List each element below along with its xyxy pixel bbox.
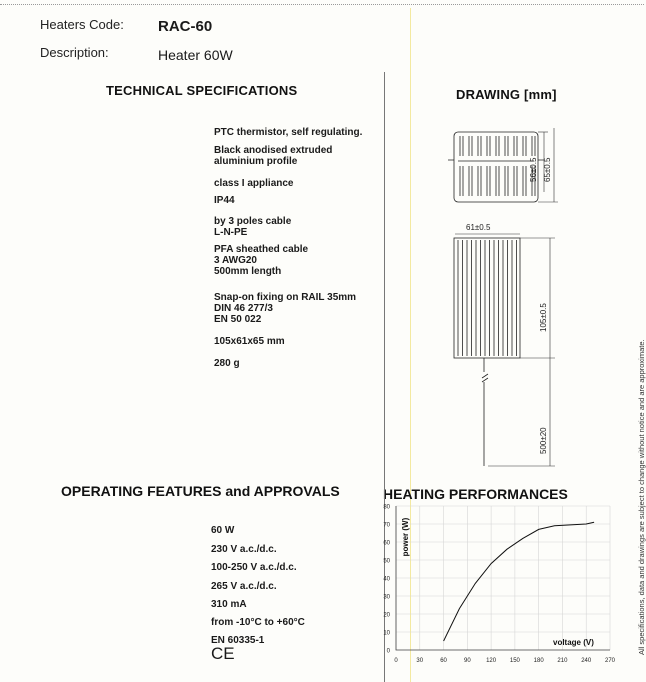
- spec-value: [214, 336, 384, 347]
- y-tick-label: 40: [383, 576, 390, 583]
- technical-specifications-title: TECHNICAL SPECIFICATIONS: [106, 83, 298, 98]
- y-axis-label: power (W): [401, 517, 410, 557]
- spec-value: [214, 358, 384, 369]
- x-tick-label: 150: [509, 658, 520, 664]
- operating-value: 265 V a.c./d.c.: [211, 581, 277, 592]
- spec-value: [214, 292, 384, 325]
- spec-value-line: class I appliance: [214, 178, 294, 189]
- spec-value-line: 500mm length: [214, 266, 282, 277]
- spec-value-line: 105x61x65 mm: [214, 336, 285, 347]
- heating-performances-title: HEATING PERFORMANCES: [383, 486, 568, 502]
- operating-value: 230 V a.c./d.c.: [211, 544, 277, 555]
- ce-mark: CE: [211, 644, 235, 663]
- spec-value-line: aluminium profile: [214, 156, 298, 167]
- x-axis-label: voltage (V): [553, 638, 594, 647]
- x-tick-label: 120: [486, 658, 497, 664]
- side-disclaimer: All specifications, data and drawings are subject to change without notice and are approximate.: [637, 339, 646, 655]
- spec-value-line: by 3 poles cable: [214, 216, 292, 227]
- x-tick-label: 270: [604, 658, 616, 664]
- x-tick-label: 30: [416, 658, 424, 664]
- heating-performance-chart: [360, 500, 644, 682]
- spec-value: [214, 216, 384, 238]
- power-curve-line: [444, 522, 594, 641]
- spec-value: [214, 195, 384, 206]
- y-tick-label: 50: [383, 558, 390, 565]
- dim-61: 61±0.5: [466, 223, 491, 232]
- spec-value-line: L-N-PE: [214, 227, 248, 238]
- x-tick-label: 60: [440, 658, 447, 664]
- spec-value-line: IP44: [214, 195, 235, 206]
- operating-value: 60 W: [211, 525, 235, 536]
- dim-56: 56±0.5: [529, 157, 538, 182]
- y-tick-label: 20: [383, 612, 390, 619]
- drawing-title: DRAWING [mm]: [456, 87, 557, 102]
- spec-value-line: Black anodised extruded: [214, 145, 333, 156]
- spec-value-line: 280 g: [214, 358, 240, 369]
- spec-value: [214, 127, 384, 138]
- operating-value: EN 60335-1: [211, 635, 265, 646]
- heaters-code-label: Heaters Code:: [40, 17, 124, 32]
- spec-value-line: Snap-on fixing on RAIL 35mm: [214, 292, 357, 303]
- x-tick-label: 240: [581, 658, 592, 664]
- chart-grid: [396, 506, 610, 650]
- operating-value: from -10°C to +60°C: [211, 617, 305, 628]
- spec-value-line: EN 50 022: [214, 314, 262, 325]
- spec-value: [214, 244, 384, 277]
- x-tick-label: 180: [533, 658, 544, 664]
- spec-value-line: DIN 46 277/3: [214, 303, 273, 314]
- operating-value: 100-250 V a.c./d.c.: [211, 562, 297, 573]
- spec-value-line: 3 AWG20: [214, 255, 257, 266]
- dim-500: 500±20: [539, 427, 548, 454]
- description-value: Heater 60W: [158, 47, 233, 63]
- dim-105: 105±0.5: [539, 303, 548, 332]
- y-tick-label: 80: [383, 504, 390, 511]
- y-tick-label: 60: [383, 540, 390, 547]
- x-tick-label: 210: [557, 658, 568, 664]
- operating-value: 310 mA: [211, 599, 247, 610]
- dim-65: 65±0.5: [543, 157, 552, 182]
- heater-front-view: [454, 238, 520, 466]
- operating-features-title: OPERATING FEATURES and APPROVALS: [61, 483, 340, 499]
- spec-value-line: PFA sheathed cable: [214, 244, 309, 255]
- x-tick-label: 0: [394, 658, 398, 664]
- y-tick-label: 10: [383, 630, 390, 637]
- heaters-code-value: RAC-60: [158, 18, 213, 35]
- dimensional-drawing: [440, 120, 620, 470]
- y-tick-label: 0: [386, 648, 390, 655]
- spec-value-line: PTC thermistor, self regulating.: [214, 127, 363, 138]
- spec-value: [214, 178, 384, 189]
- top-rule: [0, 4, 644, 5]
- description-label: Description:: [40, 45, 109, 60]
- y-tick-label: 70: [383, 522, 390, 529]
- spec-value: [214, 145, 384, 167]
- x-tick-label: 90: [463, 658, 471, 664]
- chart-series: [444, 522, 594, 641]
- y-tick-label: 30: [383, 594, 390, 601]
